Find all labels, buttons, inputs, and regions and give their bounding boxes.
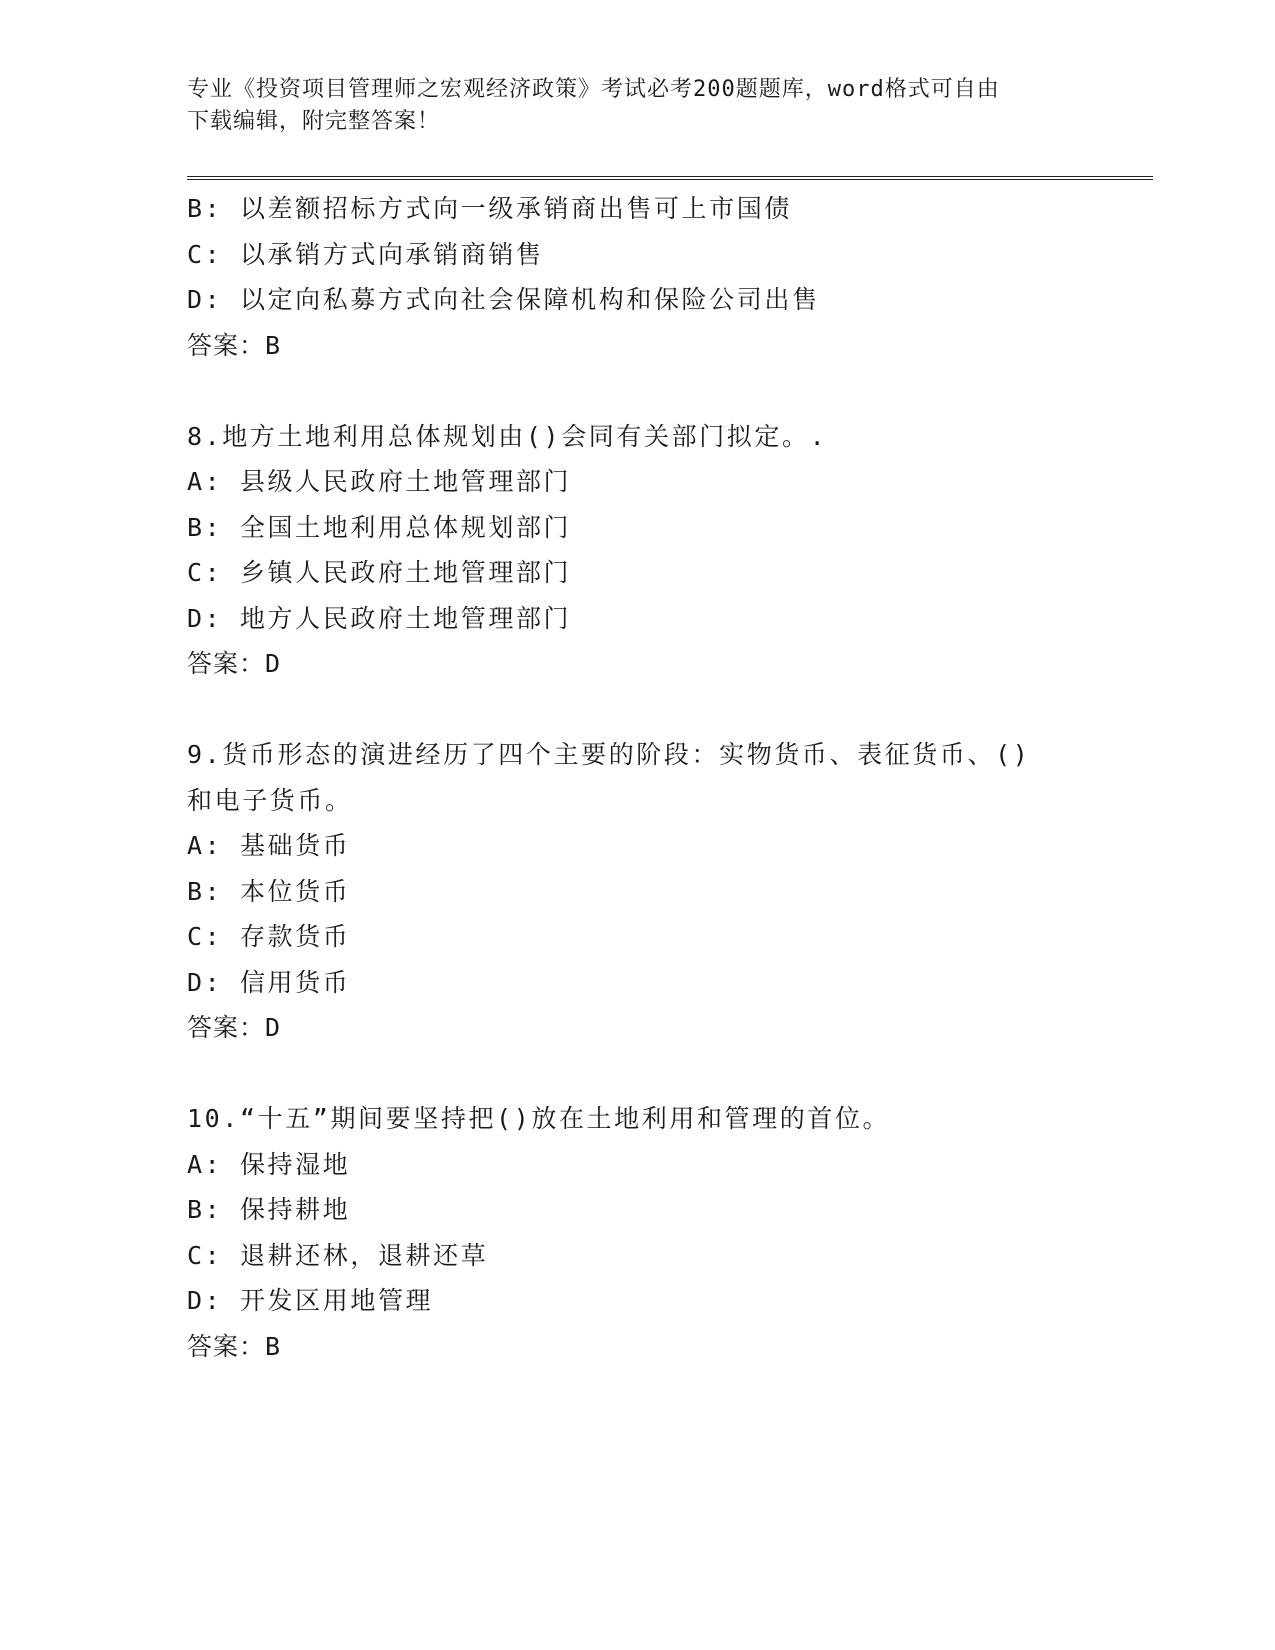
q7-option-b: B: 以差额招标方式向一级承销商出售可上市国债 xyxy=(187,194,792,223)
spacer xyxy=(187,1051,1087,1097)
q7-option-c: C: 以承销方式向承销商销售 xyxy=(187,239,544,269)
q8-option-a: A: 县级人民政府土地管理部门 xyxy=(187,467,572,496)
header-line-2: 下载编辑，附完整答案！ xyxy=(187,109,441,134)
question-7-block xyxy=(187,186,1087,368)
q10-option-d: D: 开发区用地管理 xyxy=(187,1286,434,1315)
question-list xyxy=(187,186,1087,1369)
spacer xyxy=(187,687,1087,733)
q8-answer: 答案：D xyxy=(187,649,282,678)
q8-question: 8.地方土地利用总体规划由()会同有关部门拟定。. xyxy=(187,421,828,451)
header-line-1: 专业《投资项目管理师之宏观经济政策》考试必考200题题库，word格式可自由 xyxy=(187,77,1000,102)
q9-option-a: A: 基础货币 xyxy=(187,831,351,860)
q8-option-c: C: 乡镇人民政府土地管理部门 xyxy=(187,558,572,587)
q10-question: 10.“十五”期间要坚持把()放在土地利用和管理的首位。 xyxy=(187,1104,891,1133)
question-9-block xyxy=(187,732,1087,1051)
q10-answer: 答案：B xyxy=(187,1331,282,1361)
header-divider xyxy=(187,176,1153,180)
q8-option-d: D: 地方人民政府土地管理部门 xyxy=(187,603,572,633)
q9-question-line-2: 和电子货币。 xyxy=(187,785,353,815)
q10-option-a: A: 保持湿地 xyxy=(187,1149,351,1179)
spacer xyxy=(187,368,1087,414)
q9-option-b: B: 本位货币 xyxy=(187,876,351,906)
q9-option-c: C: 存款货币 xyxy=(187,922,351,951)
question-8-block xyxy=(187,414,1087,687)
q9-option-d: D: 信用货币 xyxy=(187,967,351,997)
document-header xyxy=(187,74,1067,138)
q8-option-b: B: 全国土地利用总体规划部门 xyxy=(187,512,572,542)
q10-option-b: B: 保持耕地 xyxy=(187,1195,351,1224)
question-10-block xyxy=(187,1096,1087,1369)
q7-answer: 答案：B xyxy=(187,330,282,360)
q7-option-d: D: 以定向私募方式向社会保障机构和保险公司出售 xyxy=(187,285,820,314)
q9-question-line-1: 9.货币形态的演进经历了四个主要的阶段：实物货币、表征货币、() xyxy=(187,740,1031,769)
q10-option-c: C: 退耕还林，退耕还草 xyxy=(187,1240,489,1270)
q9-answer: 答案：D xyxy=(187,1013,282,1042)
